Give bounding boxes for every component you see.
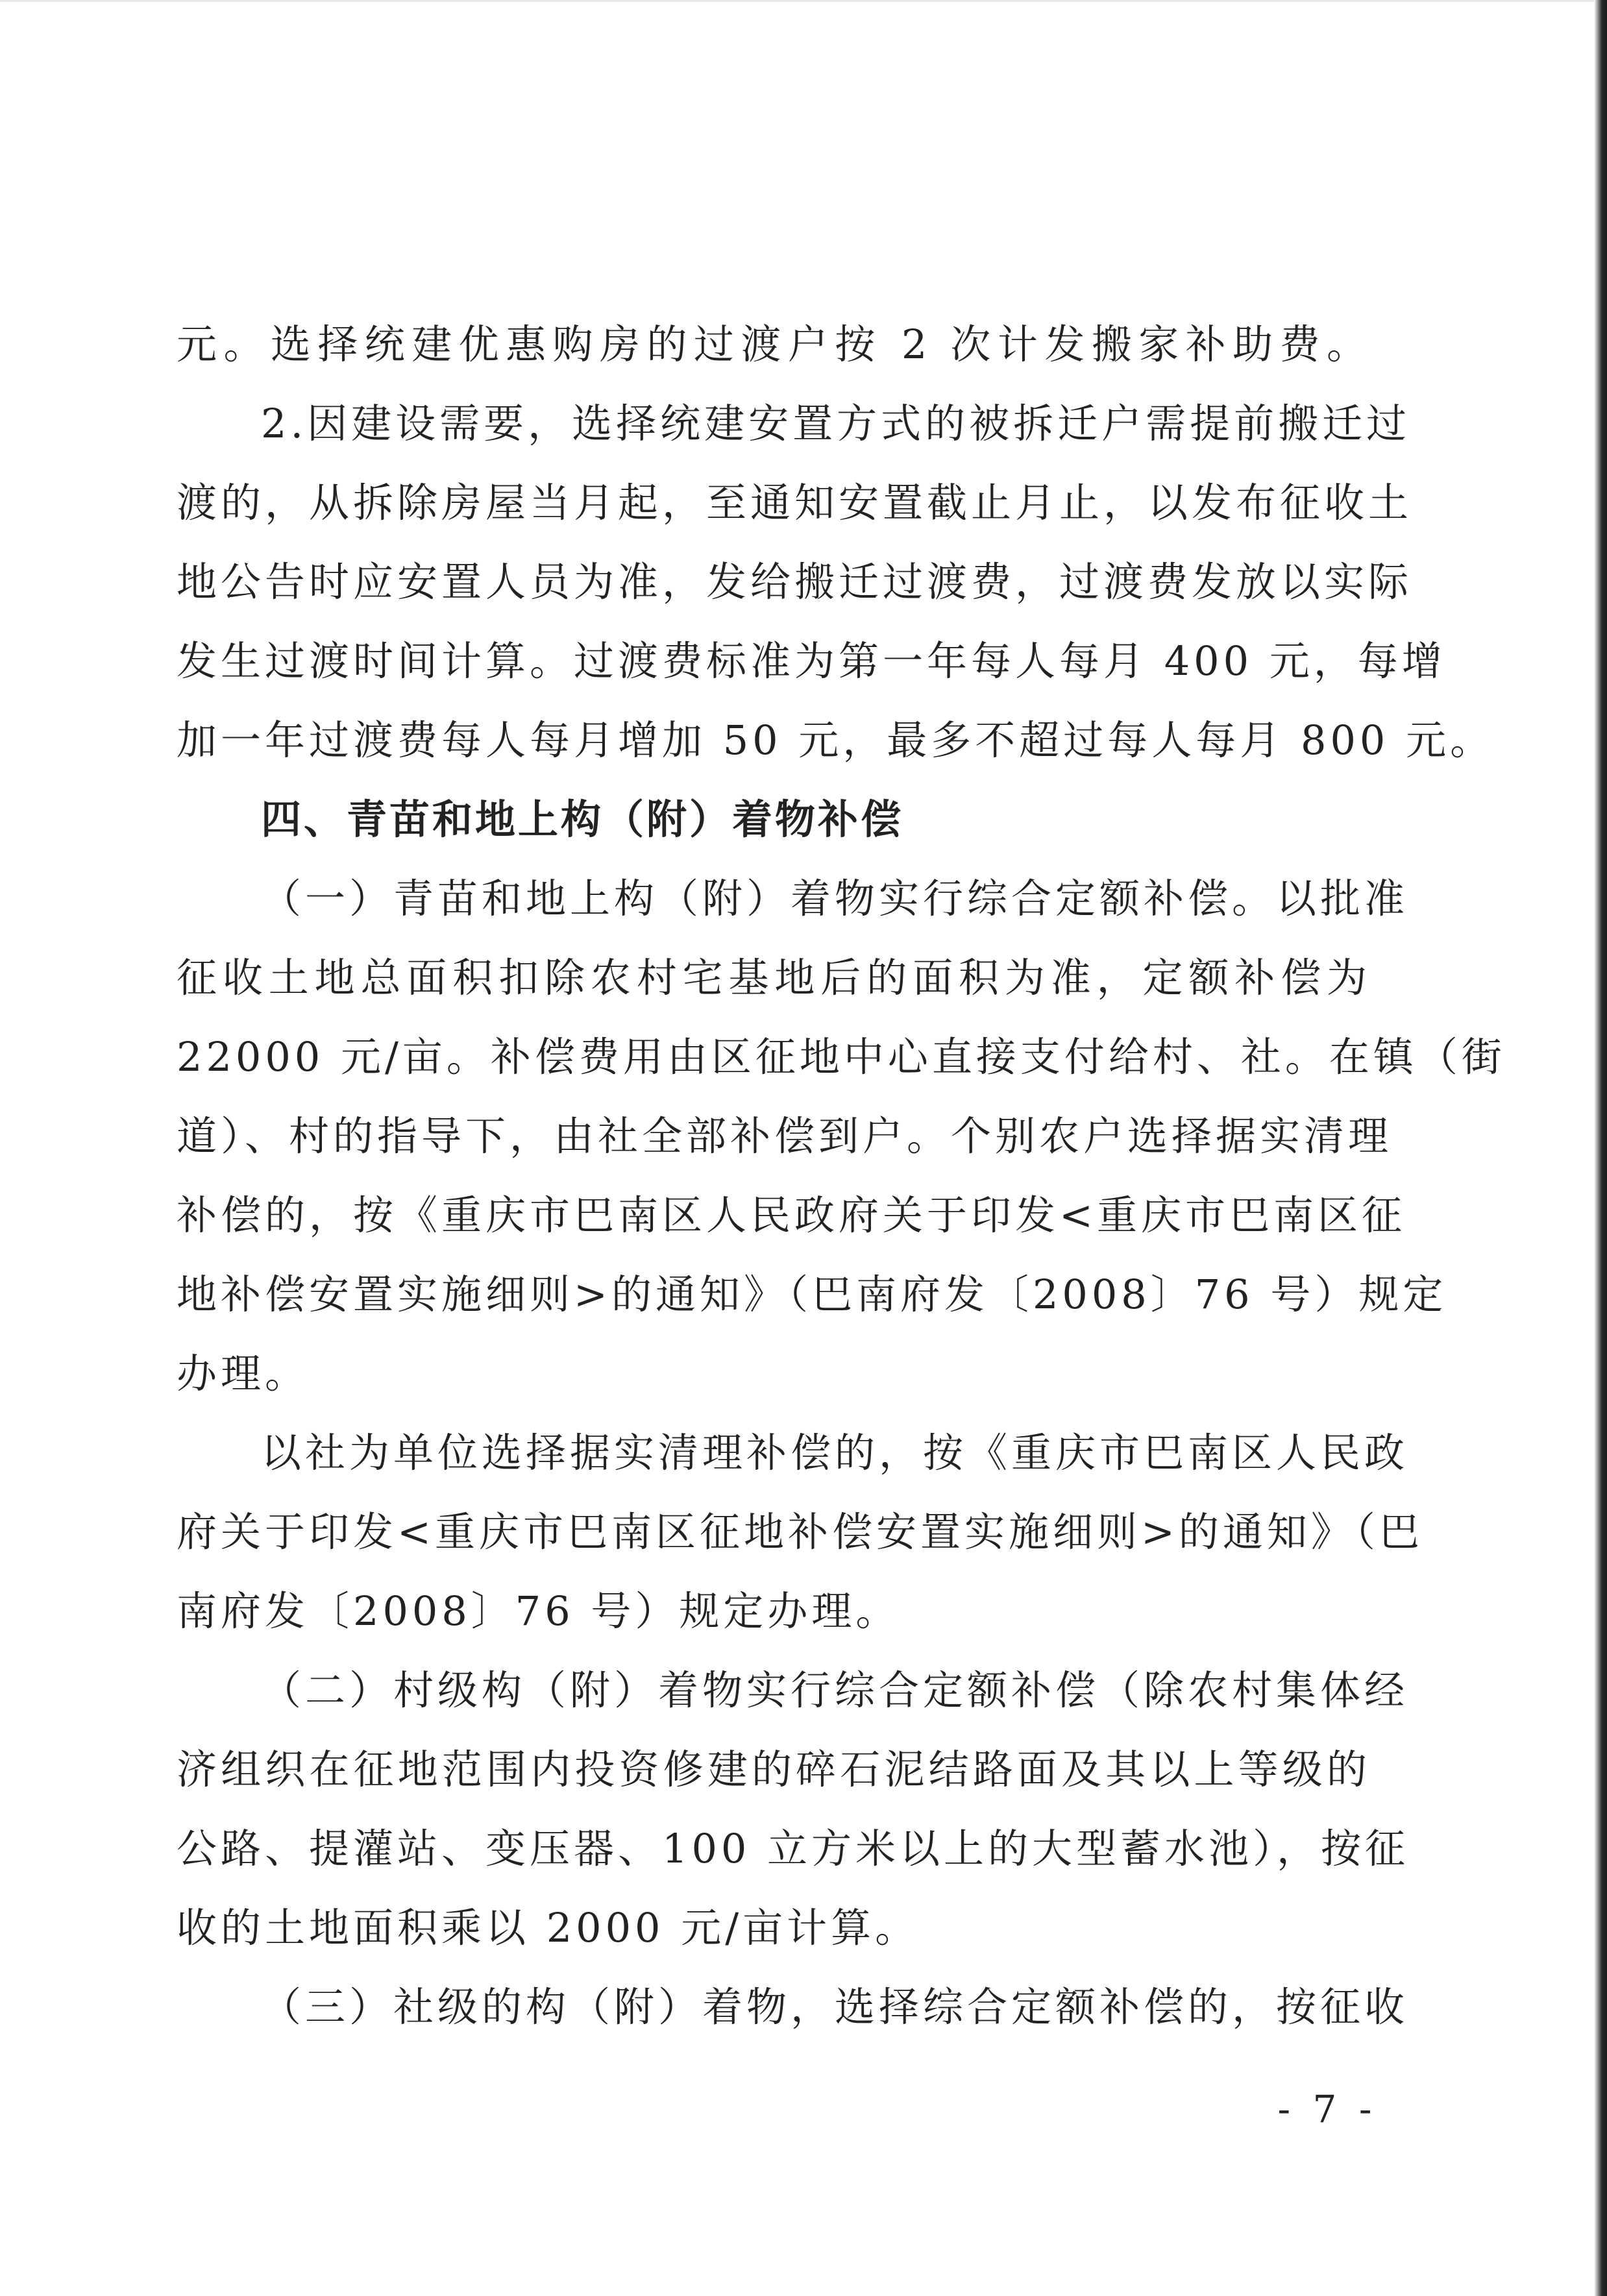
paragraph-start-line: （一）青苗和地上构（附）着物实行综合定额补偿。以批准 xyxy=(261,875,1409,922)
text-line: 加一年过渡费每人每月增加 50 元，最多不超过每人每月 800 元。 xyxy=(177,716,1495,764)
text-line: 元。选择统建优惠购房的过渡户按 2 次计发搬家补助费。 xyxy=(177,321,1371,368)
paragraph-start-line: 2.因建设需要，选择统建安置方式的被拆迁户需提前搬迁过 xyxy=(261,400,1411,447)
paragraph-start-line: （三）社级的构（附）着物，选择综合定额补偿的，按征收 xyxy=(261,1983,1409,2031)
paragraph-start-line: （二）村级构（附）着物实行综合定额补偿（除农村集体经 xyxy=(261,1667,1409,1714)
paragraph-start-line: 以社为单位选择据实清理补偿的，按《重庆市巴南区人民政 xyxy=(261,1429,1409,1476)
text-line: 渡的，从拆除房屋当月起，至通知安置截止月止，以发布征收土 xyxy=(177,479,1413,526)
text-line: 济组织在征地范围内投资修建的碎石泥结路面及其以上等级的 xyxy=(177,1746,1371,1793)
paragraph-end-line: 办理。 xyxy=(177,1350,310,1397)
text-line: 地公告时应安置人员为准，发给搬迁过渡费，过渡费发放以实际 xyxy=(177,558,1413,605)
paragraph-end-line: 南府发〔2008〕76 号）规定办理。 xyxy=(177,1587,900,1635)
text-line: 征收土地总面积扣除农村宅基地后的面积为准，定额补偿为 xyxy=(177,954,1371,1001)
body-text xyxy=(177,305,1506,2047)
scan-edge-top xyxy=(0,0,1607,2)
text-line: 道）、村的指导下，由社全部补偿到户。个别农户选择据实清理 xyxy=(177,1112,1393,1160)
section-heading: 四、青苗和地上构（附）着物补偿 xyxy=(261,796,904,843)
text-line: 22000 元/亩。补偿费用由区征地中心直接支付给村、社。在镇（街 xyxy=(177,1033,1506,1081)
text-line: 公路、提灌站、变压器、100 立方米以上的大型蓄水池），按征 xyxy=(177,1825,1410,1872)
text-line: 府关于印发<重庆市巴南区征地补偿安置实施细则>的通知》（巴 xyxy=(177,1508,1423,1556)
text-line: 发生过渡时间计算。过渡费标准为第一年每人每月 400 元，每增 xyxy=(177,637,1446,685)
paragraph-end-line: 收的土地面积乘以 2000 元/亩计算。 xyxy=(177,1904,920,1951)
text-line: 地补偿安置实施细则>的通知》（巴南府发〔2008〕76 号）规定 xyxy=(177,1271,1447,1318)
scan-edge-right xyxy=(1594,0,1607,2296)
text-line: 补偿的，按《重庆市巴南区人民政府关于印发<重庆市巴南区征 xyxy=(177,1191,1406,1239)
page-number: - 7 - xyxy=(1277,2087,1377,2131)
